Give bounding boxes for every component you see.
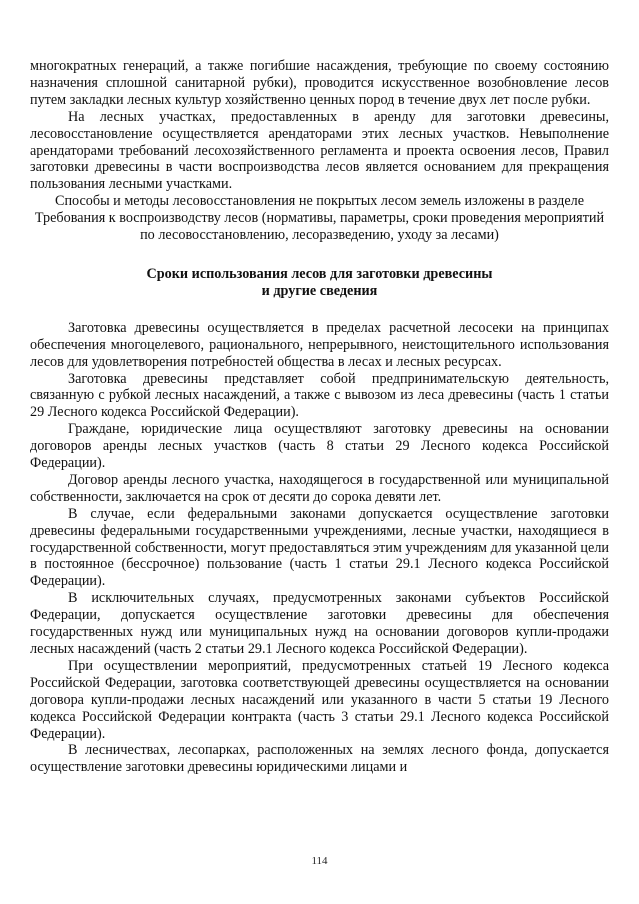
section-heading [30, 266, 609, 300]
page-number: 114 [311, 855, 328, 867]
paragraph-methods-reference: Способы и методы лесовосстановления не покрытых лесом земель изложены в разделе Требования к воспроизводству лесов (нормативы, параметры, сроки проведения мероприятий по лесовосстановлению, лесоразведению, уходу за лесами) [34, 193, 605, 244]
paragraph-article-19: При осуществлении мероприятий, предусмотренных статьей 19 Лесного кодекса Российской Федерации, заготовка соответствующей древесины осуществляется на основании договора купли-продажи лесных насаждений или указанного в части 5 статьи 19 Лесного кодекса Российской Федерации контракта (часть 3 статьи 29.1 Лесного кодекса Российской Федерации). [30, 657, 609, 742]
paragraph-lease-term: Договор аренды лесного участка, находящегося в государственной или муниципальной собственности, заключается на срок от десяти до сорока девяти лет. [30, 471, 609, 505]
section-heading-line-2: и другие сведения [261, 282, 378, 299]
paragraph-harvest-lease: Граждане, юридические лица осуществляют заготовку древесины на основании договоров аренды лесных участков (часть 8 статьи 29 Лесного кодекса Российской Федерации). [30, 421, 609, 472]
paragraph-exceptional-cases: В исключительных случаях, предусмотренных законами субъектов Российской Федерации, допускается осуществление заготовки древесины для обеспечения государственных нужд или муниципальных нужд на основании договоров купли-продажи лесных насаждений (часть 2 статьи 29.1 Лесного кодекса Российской Федерации). [30, 590, 609, 657]
paragraph-harvest-principles: Заготовка древесины осуществляется в пределах расчетной лесосеки на принципах обеспечения многоцелевого, рационального, непрерывного, неистощительного использования лесов для удовлетворения потребностей общества в лесах и лесных ресурсах. [30, 319, 609, 370]
section-heading-line-1: Сроки использования лесов для заготовки древесины [146, 265, 493, 282]
paragraph-forestries: В лесничествах, лесопарках, расположенных на землях лесного фонда, допускается осуществление заготовки древесины юридическими лицами и [30, 742, 609, 776]
paragraph-federal-institutions: В случае, если федеральными законами допускается осуществление заготовки древесины федеральными государственными учреждениями, лесные участки, находящиеся в государственной собственности, могут предоставляться этим учреждениям для указанной цели в постоянное (бессрочное) пользование (часть 1 статьи 29.1 Лесного кодекса Российской Федерации). [30, 505, 609, 590]
paragraph-harvest-definition: Заготовка древесины представляет собой предпринимательскую деятельность, связанную с рубкой лесных насаждений, а также с вывозом из леса древесины (часть 1 статьи 29 Лесного кодекса Российской Федерации). [30, 370, 609, 421]
document-page [30, 58, 609, 776]
paragraph-lease-reforestation: На лесных участках, предоставленных в аренду для заготовки древесины, лесовосстановление осуществляется арендаторами этих лесных участков. Невыполнение арендаторами требований лесохозяйственного регламента и проекта освоения лесов, Правил заготовки древесины в части воспроизводства лесов является основанием для прекращения пользования лесными участками. [30, 108, 609, 193]
paragraph-continuation: многократных генераций, а также погибшие насаждения, требующие по своему состоянию назначения сплошной санитарной рубки), проводится искусственное возобновление лесов путем закладки лесных культур хозяйственно ценных пород в течение двух лет после рубки. [30, 58, 609, 108]
